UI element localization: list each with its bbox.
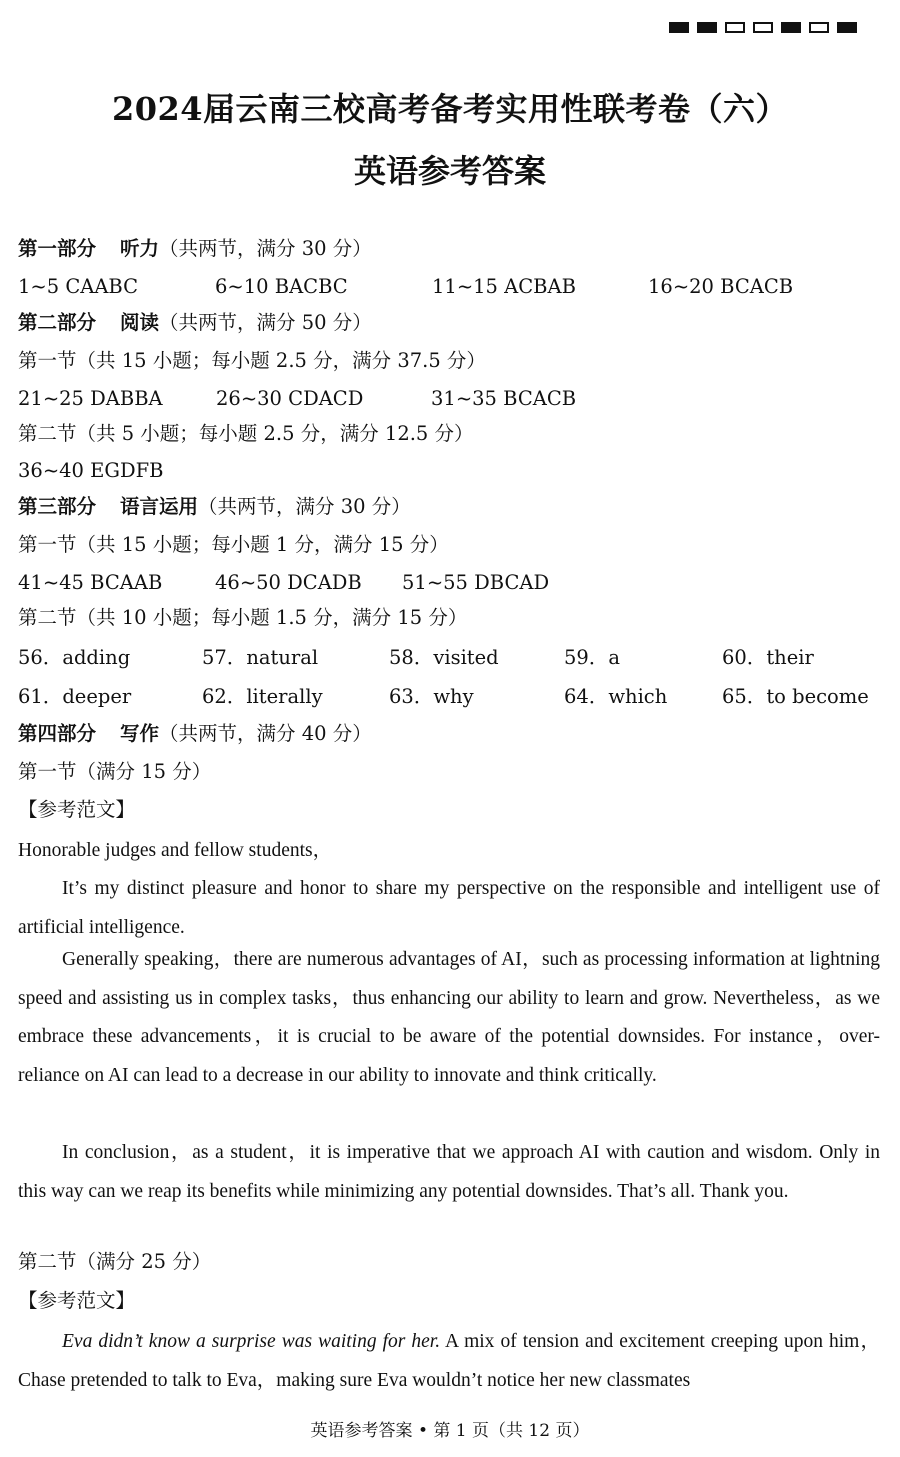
part-label: 第一部分 [18, 237, 97, 260]
part2-sec2: 第二节（共 5 小题；每小题 2.5 分，满分 12.5 分） [18, 422, 474, 445]
page-footer: 英语参考答案 • 第 1 页（共 12 页） [310, 1421, 590, 1441]
answer-group: 6~10 BACBC [215, 275, 348, 298]
part1-heading [18, 236, 372, 262]
essay-paragraph: In conclusion，as a student，it is imperative that we approach AI with caution and wisdom. Only in this way can we reap its benefits while minimizing any potential downsides. That’s all. Thank you. [18, 1142, 880, 1202]
answer-group: 11~15 ACBAB [432, 275, 576, 298]
part-note: （共两节，满分 40 分） [159, 722, 372, 745]
header-marks [669, 22, 857, 33]
fill-answer: 59．a [564, 646, 620, 669]
mark-block [669, 22, 689, 33]
part2-heading [18, 310, 372, 336]
part-name: 听力 [120, 237, 160, 260]
answer-group: 21~25 DABBA [18, 387, 163, 410]
part-note: （共两节，满分 50 分） [159, 311, 372, 334]
mark-block [809, 22, 829, 33]
answer-group: 36~40 EGDFB [18, 459, 164, 482]
mark-block [753, 22, 773, 33]
page-title: 2024届云南三校高考备考实用性联考卷（六） [111, 90, 789, 128]
essay2-paragraph [18, 1323, 880, 1400]
fill-answer: 56．adding [18, 646, 131, 669]
mark-block [697, 22, 717, 33]
part-name: 阅读 [120, 311, 160, 334]
answer-group: 16~20 BCACB [648, 275, 794, 298]
essay-salutation: Honorable judges and fellow students， [18, 840, 333, 861]
page-subtitle: 英语参考答案 [353, 152, 546, 190]
answer-group: 46~50 DCADB [215, 571, 362, 594]
answer-group: 31~35 BCACB [431, 387, 577, 410]
part3-heading [18, 494, 411, 520]
part4-heading [18, 721, 372, 747]
part-name: 语言运用 [120, 495, 199, 518]
part-label: 第二部分 [18, 311, 97, 334]
essay-paragraph: It’s my distinct pleasure and honor to share my perspective on the responsible and intelligent use of artificial intelligence. [18, 878, 880, 938]
part3-sec2: 第二节（共 10 小题；每小题 1.5 分，满分 15 分） [18, 606, 468, 629]
answer-group: 51~55 DBCAD [402, 571, 550, 594]
fill-answer: 61．deeper [18, 685, 132, 708]
fill-answer: 63．why [389, 685, 474, 708]
mark-block [781, 22, 801, 33]
part4-sec1: 第一节（满分 15 分） [18, 760, 212, 783]
mark-block [837, 22, 857, 33]
part-note: （共两节，满分 30 分） [198, 495, 411, 518]
reference-label: 【参考范文】 [18, 798, 136, 821]
essay-paragraph: Generally speaking，there are numerous advantages of AI，such as processing information at lightning speed and assisting us in complex tasks，thus enhancing our ability to learn and grow. Nevertheless，as we embrace these advancements，it is crucial to be aware of the potential downsides. For instance，over-reliance on AI can lead to a decrease in our ability to innovate and think critically. [18, 949, 880, 1086]
part-label: 第四部分 [18, 722, 97, 745]
answer-group: 41~45 BCAAB [18, 571, 163, 594]
mark-block [725, 22, 745, 33]
fill-answer: 57．natural [202, 646, 319, 669]
part-note: （共两节，满分 30 分） [159, 237, 372, 260]
part2-sec1: 第一节（共 15 小题；每小题 2.5 分，满分 37.5 分） [18, 349, 486, 372]
fill-answer: 65．to become [722, 685, 869, 708]
answer-group: 26~30 CDACD [216, 387, 364, 410]
part4-sec2: 第二节（满分 25 分） [18, 1250, 212, 1273]
essay2-opening: Eva didn’t know a surprise was waiting for her. [62, 1331, 441, 1352]
fill-answer: 62．literally [202, 685, 323, 708]
fill-answer: 60．their [722, 646, 814, 669]
reference-label: 【参考范文】 [18, 1289, 136, 1312]
part3-sec1: 第一节（共 15 小题；每小题 1 分，满分 15 分） [18, 533, 449, 556]
fill-answer: 58．visited [389, 646, 499, 669]
answer-group: 1~5 CAABC [18, 275, 139, 298]
part-label: 第三部分 [18, 495, 97, 518]
part-name: 写作 [120, 722, 160, 745]
essay2-text: A mix of tension and excitement creeping upon him，Chase pretended to talk to Eva，making sure Eva wouldn’t notice her new classmates [18, 1331, 880, 1391]
fill-answer: 64．which [564, 685, 668, 708]
